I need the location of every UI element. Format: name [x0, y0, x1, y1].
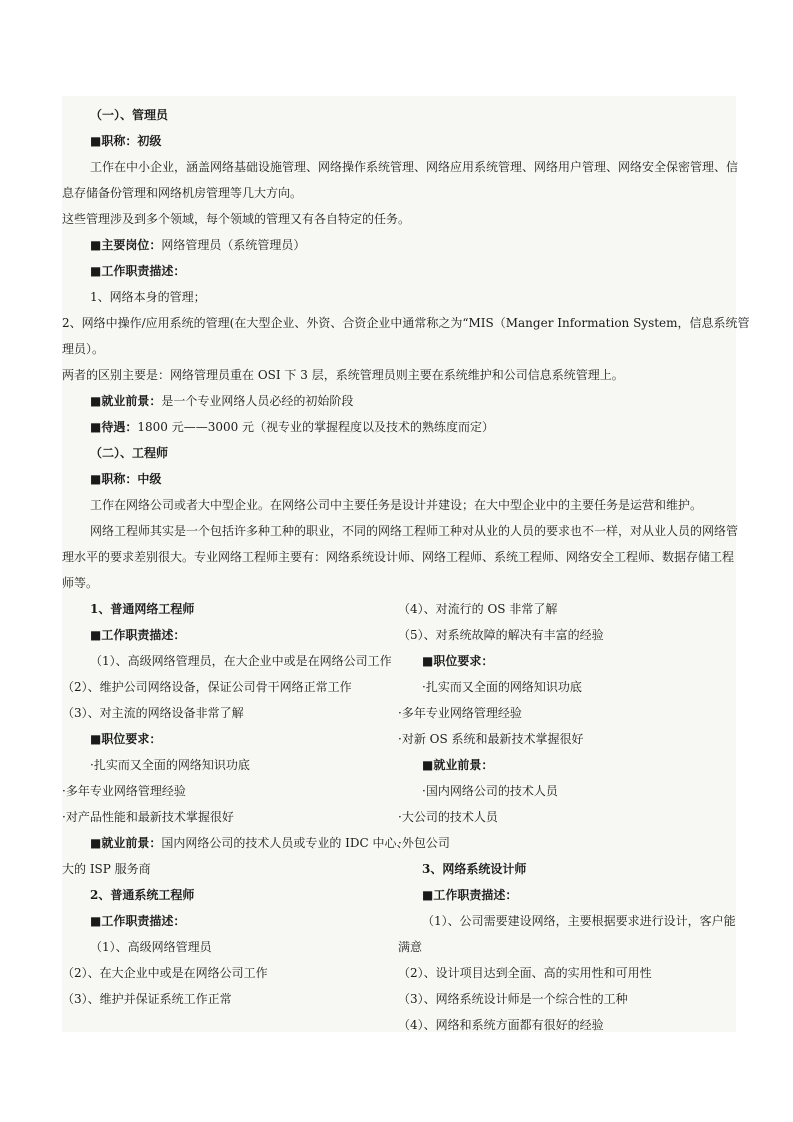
list-item: ·对新 OS 系统和最新技术掌握很好 [398, 732, 584, 746]
list-item: （3）、维护并保证系统工作正常 [62, 992, 232, 1006]
prospect-line [90, 835, 409, 851]
pay-label: ■待遇： [90, 420, 138, 434]
paragraph: 理水平的要求差别很大。专业网络工程师主要有：网络系统设计师、网络工程师、系统工程师、网络安全工程师、数据存储工程 [62, 550, 735, 564]
subheading: 1、普通网络工程师 [90, 602, 195, 616]
post-label: ■主要岗位： [90, 238, 162, 252]
list-item: （1）、高级网络管理员 [90, 940, 212, 954]
paragraph: 这些管理涉及到多个领域，每个领域的管理又有各自特定的任务。 [62, 212, 411, 226]
list-item: （4）、网络和系统方面都有很好的经验 [398, 1018, 604, 1032]
list-item: ·国内网络公司的技术人员 [422, 784, 558, 798]
prospect-value: 国内网络公司的技术人员或专业的 IDC 中心、 [161, 836, 409, 850]
paragraph: 大的 ISP 服务商 [62, 862, 151, 876]
paragraph: 1、网络本身的管理； [90, 290, 206, 304]
list-item: ·外包公司 [398, 836, 450, 850]
subheading: 3、网络系统设计师 [422, 862, 527, 876]
list-item: （3）、网络系统设计师是一个综合性的工种 [398, 992, 628, 1006]
list-item: （4）、对流行的 OS 非常了解 [398, 602, 558, 616]
list-item: 满意 [398, 940, 423, 954]
list-item: （3）、对主流的网络设备非常了解 [62, 706, 244, 720]
post-value: 网络管理员（系统管理员） [161, 238, 306, 252]
section-heading: （二）、工程师 [90, 446, 169, 460]
list-item: （5）、对系统故障的解决有丰富的经验 [398, 628, 604, 642]
list-item: （2）、在大企业中或是在网络公司工作 [62, 966, 268, 980]
paragraph: 理员）。 [62, 342, 105, 356]
section-heading: （一）、管理员 [90, 108, 169, 122]
title-label: ■职称：初级 [90, 134, 162, 148]
list-item: ·扎实而又全面的网络知识功底 [422, 680, 582, 694]
prospect-label: ■就业前景： [90, 394, 162, 408]
subheading: 2、普通系统工程师 [90, 888, 195, 902]
pay-line [90, 419, 494, 435]
duty-label: ■工作职责描述： [90, 264, 186, 278]
prospect-label: ■就业前景： [90, 836, 162, 850]
paragraph: 息存储备份管理和网络机房管理等几大方向。 [62, 186, 303, 200]
post-line [90, 237, 305, 253]
prospect-label: ■就业前景： [422, 758, 494, 772]
list-item: ·大公司的技术人员 [398, 810, 498, 824]
pay-value: 1800 元——3000 元（视专业的掌握程度以及技术的熟练度而定） [137, 420, 495, 434]
list-item: （1）、公司需要建设网络，主要根据要求进行设计，客户能 [422, 914, 736, 928]
duty-label: ■工作职责描述： [90, 628, 186, 642]
list-item: ·对产品性能和最新技术掌握很好 [62, 810, 234, 824]
paragraph: 师等。 [62, 576, 99, 590]
requirement-label: ■职位要求： [422, 654, 494, 668]
title-label: ■职称：中级 [90, 472, 162, 486]
list-item: （2）、维护公司网络设备，保证公司骨干网络正常工作 [62, 680, 352, 694]
list-item: ·多年专业网络管理经验 [398, 706, 522, 720]
paragraph: 工作在中小企业，涵盖网络基础设施管理、网络操作系统管理、网络应用系统管理、网络用户管理、网络安全保密管理、信 [90, 160, 739, 174]
list-item: ·扎实而又全面的网络知识功底 [90, 758, 250, 772]
list-item: （2）、设计项目达到全面、高的实用性和可用性 [398, 966, 652, 980]
paragraph: 工作在网络公司或者大中型企业。在网络公司中主要任务是设计并建设；在大中型企业中的主要任务是运营和维护。 [90, 498, 703, 512]
requirement-label: ■职位要求： [90, 732, 162, 746]
prospect-line [90, 393, 353, 409]
paragraph: 两者的区别主要是：网络管理员重在 OSI 下 3 层，系统管理员则主要在系统维护和公司信息系统管理上。 [62, 368, 624, 382]
prospect-value: 是一个专业网络人员必经的初始阶段 [161, 394, 354, 408]
paragraph: 网络工程师其实是一个包括许多种工种的职业，不同的网络工程师工种对从业的人员的要求也不一样，对从业人员的网络管 [90, 524, 739, 538]
paragraph: 2、网络中操作/应用系统的管理(在大型企业、外资、合资企业中通常称之为“MIS（Manger Information System，信息系统管 [62, 316, 750, 330]
list-item: （1）、高级网络管理员，在大企业中或是在网络公司工作 [90, 654, 392, 668]
duty-label: ■工作职责描述： [422, 888, 518, 902]
duty-label: ■工作职责描述： [90, 914, 186, 928]
list-item: ·多年专业网络管理经验 [62, 784, 186, 798]
